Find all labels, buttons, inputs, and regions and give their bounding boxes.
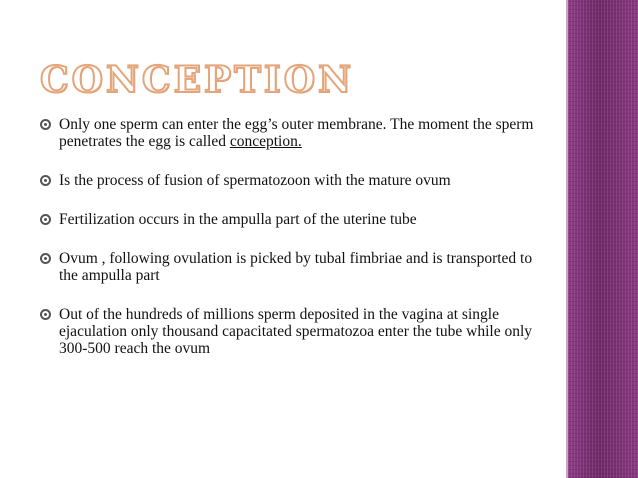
circle-dot-icon	[40, 309, 51, 320]
bullet-text: Is the process of fusion of spermatozoon with the mature ovum	[59, 172, 451, 189]
bullet-item-3	[40, 211, 540, 228]
decorative-side-band	[568, 0, 638, 478]
bullet-item-4	[40, 250, 540, 284]
bullet-item-5	[40, 306, 540, 357]
bullet-list	[40, 116, 540, 379]
circle-dot-icon	[40, 253, 51, 264]
bullet-item-2	[40, 172, 540, 189]
bullet-text: Out of the hundreds of millions sperm deposited in the vagina at single ejaculation only thousand capacitated spermatozoa enter the tube while only 300-500 reach the ovum	[59, 306, 533, 357]
circle-dot-icon	[40, 175, 51, 186]
bullet-text: Fertilization occurs in the ampulla part of the uterine tube	[59, 211, 417, 228]
bullet-item-1	[40, 116, 540, 150]
bullet-emphasis-conception: conception.	[229, 133, 302, 150]
slide-title: CONCEPTION	[40, 59, 354, 101]
circle-dot-icon	[40, 119, 51, 130]
bullet-text: Ovum , following ovulation is picked by tubal fimbriae and is transported to the ampulla part	[59, 250, 533, 284]
circle-dot-icon	[40, 214, 51, 225]
bullet-text: Only one sperm can enter the egg’s outer membrane. The moment the sperm penetrates the egg is called	[59, 116, 534, 150]
